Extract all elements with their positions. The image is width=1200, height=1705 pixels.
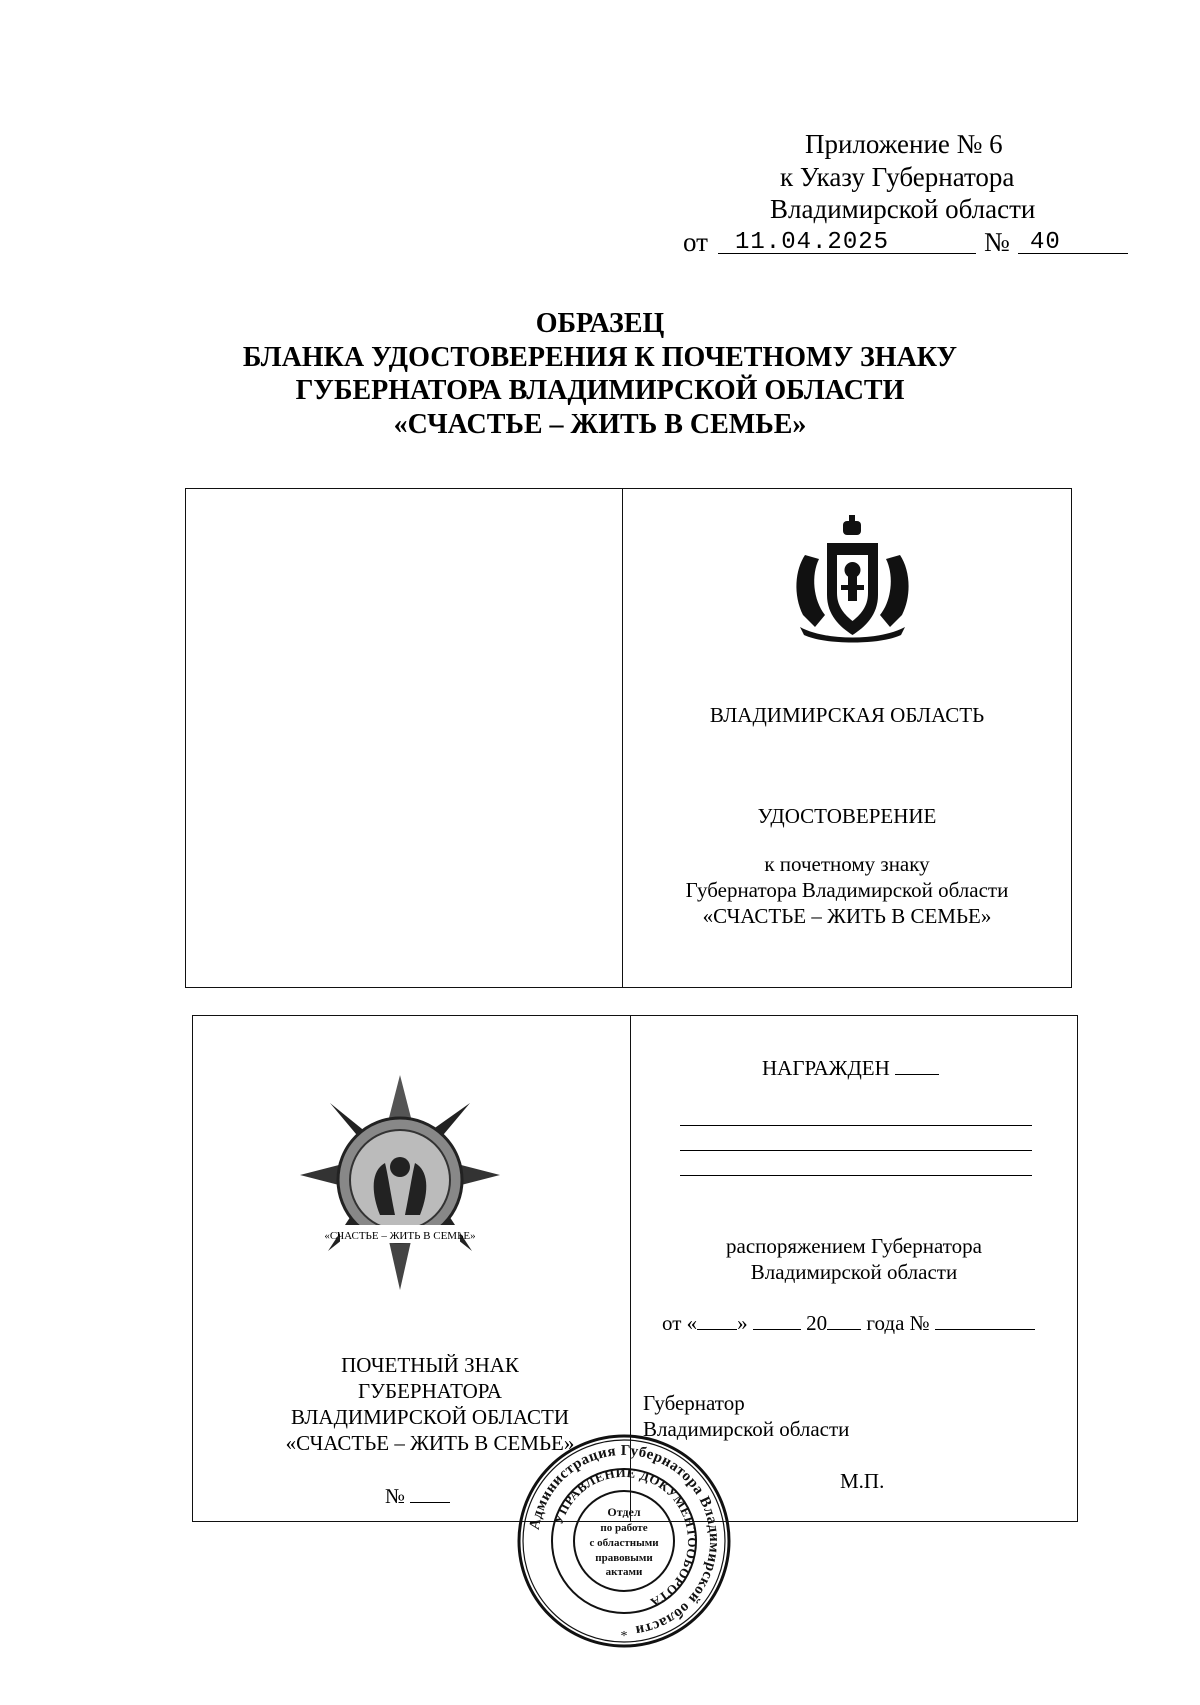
- awarded-line: [762, 1055, 939, 1082]
- order-line-1: распоряжением Губернатора: [726, 1234, 982, 1258]
- seal-place: М.П.: [840, 1469, 885, 1493]
- coat-of-arms-icon: [785, 515, 920, 645]
- stamp-inner-text: УПРАВЛЕНИЕ ДОКУМЕНТООБОРОТА: [550, 1464, 701, 1611]
- badge-number: [385, 1483, 450, 1510]
- stamp-center-1: Отдел: [607, 1505, 641, 1519]
- cover-subtitle-3: «СЧАСТЬЕ – ЖИТЬ В СЕМЬЕ»: [702, 904, 992, 928]
- badge-caption-4: «СЧАСТЬЕ – ЖИТЬ В СЕМЬЕ»: [285, 1431, 575, 1455]
- order-date-line: [662, 1310, 1035, 1337]
- stamp-center-2: по работе: [600, 1522, 648, 1534]
- badge-number-blank: [410, 1484, 450, 1503]
- signature-line-2: Владимирской области: [643, 1417, 850, 1441]
- stamp-center-4: правовыми: [595, 1552, 653, 1564]
- recipient-line-1: [680, 1125, 1032, 1126]
- cover-region: ВЛАДИМИРСКАЯ ОБЛАСТЬ: [709, 703, 985, 727]
- stamp-outer-text: Администрация Губернатора Владимирской области: [526, 1442, 723, 1639]
- badge-inscription: «СЧАСТЬЕ – ЖИТЬ В СЕМЬЕ»: [324, 1230, 476, 1242]
- title-line-3: ГУБЕРНАТОРА ВЛАДИМИРСКОЙ ОБЛАСТИ: [295, 375, 905, 406]
- order-date-close: »: [737, 1311, 748, 1335]
- title-line-1: ОБРАЗЕЦ: [535, 308, 665, 339]
- signature-line-1: Губернатор: [643, 1391, 745, 1415]
- order-date-from: от «: [662, 1311, 698, 1335]
- appendix-line-3: Владимирской области: [770, 194, 1036, 224]
- title-line-2: БЛАНКА УДОСТОВЕРЕНИЯ К ПОЧЕТНОМУ ЗНАКУ: [242, 342, 958, 373]
- badge-caption-2: ГУБЕРНАТОРА: [358, 1379, 502, 1403]
- stamp-center-3: с областными: [589, 1537, 659, 1549]
- order-number-blank: [935, 1311, 1035, 1330]
- order-line-2: Владимирской области: [750, 1260, 958, 1284]
- awarded-label: НАГРАЖДЕН: [762, 1056, 890, 1080]
- order-day-blank: [697, 1311, 737, 1330]
- badge-number-label: №: [385, 1484, 406, 1508]
- order-month-blank: [753, 1311, 801, 1330]
- order-year-prefix: 20: [806, 1311, 828, 1335]
- recipient-line-2: [680, 1150, 1032, 1151]
- order-year-blank: [827, 1311, 861, 1330]
- official-stamp-icon: [515, 1432, 733, 1650]
- cover-subtitle-2: Губернатора Владимирской области: [685, 878, 1009, 902]
- appendix-number-prefix: №: [984, 227, 1010, 257]
- appendix-line-1: Приложение № 6: [805, 129, 1003, 159]
- appendix-date-prefix: от: [683, 227, 708, 257]
- appendix-number: 40: [1030, 229, 1061, 256]
- appendix-line-2: к Указу Губернатора: [780, 162, 1015, 192]
- awarded-blank: [895, 1056, 939, 1075]
- order-year-suffix: года №: [866, 1311, 930, 1335]
- badge-caption-1: ПОЧЕТНЫЙ ЗНАК: [341, 1353, 519, 1377]
- recipient-line-3: [680, 1175, 1032, 1176]
- title-line-4: «СЧАСТЬЕ – ЖИТЬ В СЕМЬЕ»: [393, 409, 807, 440]
- stamp-star: *: [620, 1629, 628, 1644]
- stamp-center-5: актами: [605, 1566, 643, 1578]
- cover-doc-title: УДОСТОВЕРЕНИЕ: [757, 804, 937, 828]
- cover-subtitle-1: к почетному знаку: [764, 852, 930, 876]
- appendix-date: 11.04.2025: [735, 229, 890, 256]
- badge-caption-3: ВЛАДИМИРСКОЙ ОБЛАСТИ: [290, 1405, 569, 1429]
- honor-badge-icon: [300, 1075, 500, 1290]
